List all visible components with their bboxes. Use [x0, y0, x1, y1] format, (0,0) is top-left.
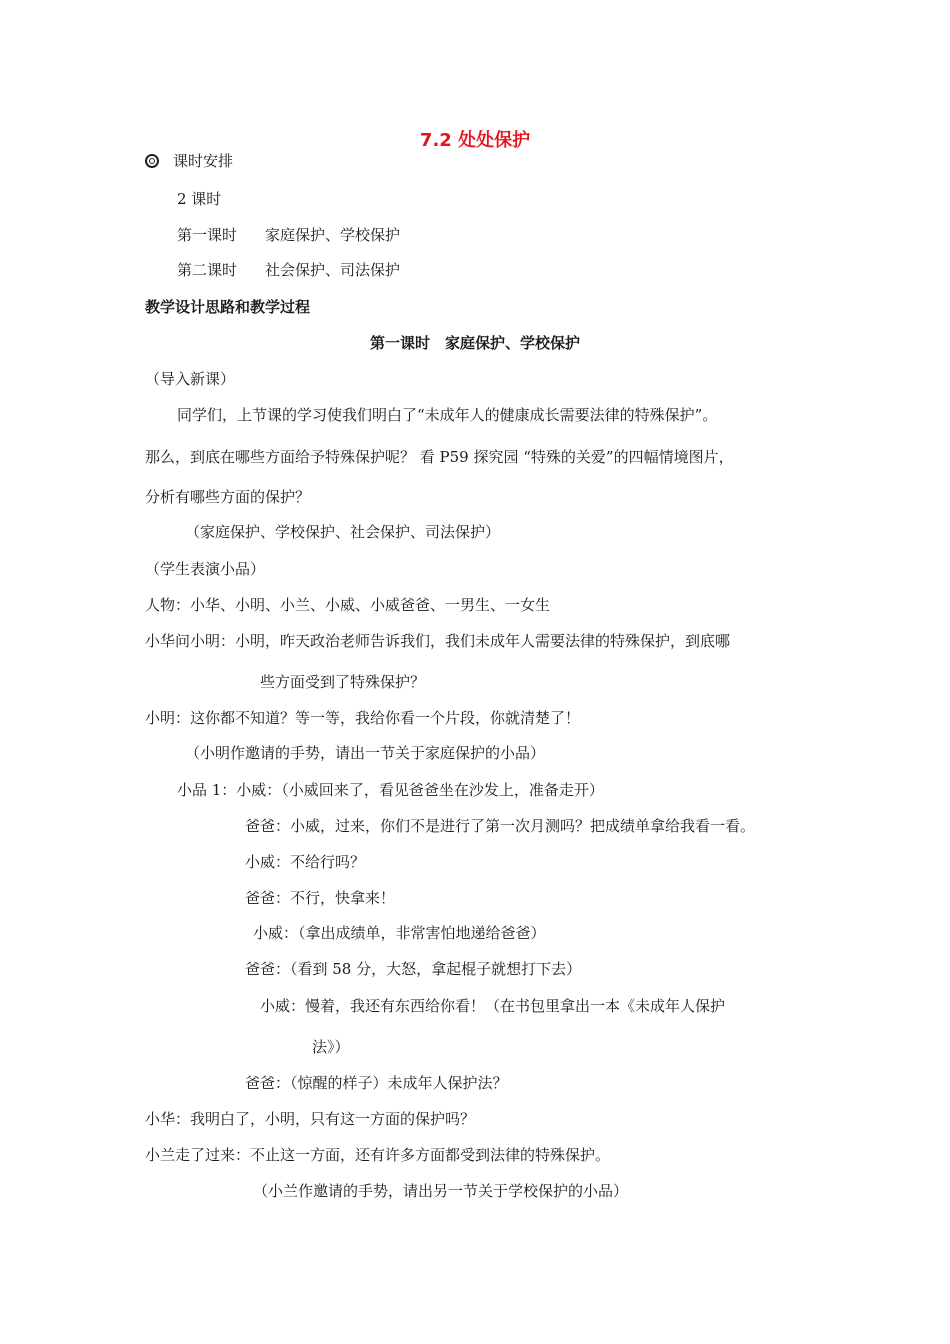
schedule-heading-text: 课时安排	[173, 152, 234, 170]
lesson-1-row	[177, 225, 400, 245]
body-line: 小华问小明：小明，昨天政治老师告诉我们，我们未成年人需要法律的特殊保护，到底哪	[145, 632, 731, 650]
lesson-heading: 第一课时 家庭保护、学校保护	[369, 334, 580, 352]
body-line: 人物：小华、小明、小兰、小威、小威爸爸、一男生、一女生	[145, 596, 551, 614]
body-line: 小华：我明白了，小明，只有这一方面的保护吗？	[145, 1110, 476, 1128]
lesson-2-label: 第二课时	[177, 261, 238, 279]
body-line: （小明作邀请的手势，请出一节关于家庭保护的小品）	[185, 744, 546, 762]
lesson-1-topic: 家庭保护、学校保护	[265, 226, 401, 244]
body-line: 法》）	[312, 1038, 350, 1056]
lesson-2-topic: 社会保护、司法保护	[265, 261, 401, 279]
body-line: 那么，到底在哪些方面给予特殊保护呢？ 看 P59 探究园 “特殊的关爱”的四幅情境图片，	[145, 448, 734, 466]
document-title: 7.2 处处保护	[419, 130, 531, 151]
body-line: （导入新课）	[145, 370, 236, 388]
lesson-count: 2 课时	[177, 190, 222, 208]
lesson-2-row	[177, 260, 400, 280]
design-heading: 教学设计思路和教学过程	[145, 298, 311, 316]
body-line: 爸爸：不行，快拿来！	[245, 889, 396, 907]
double-circle-bullet-icon	[145, 154, 159, 168]
lesson-1-label: 第一课时	[177, 226, 238, 244]
body-line: 小品 1：小威：（小威回来了，看见爸爸坐在沙发上，准备走开）	[177, 781, 604, 799]
body-line: 爸爸：（惊醒的样子）未成年人保护法？	[245, 1074, 508, 1092]
body-line: （学生表演小品）	[145, 560, 266, 578]
body-line: 爸爸：小威，过来，你们不是进行了第一次月测吗？把成绩单拿给我看一看。	[245, 817, 756, 835]
body-line: （小兰作邀请的手势，请出另一节关于学校保护的小品）	[253, 1182, 629, 1200]
body-line: 小兰走了过来：不止这一方面，还有许多方面都受到法律的特殊保护。	[145, 1146, 611, 1164]
body-line: 分析有哪些方面的保护？	[145, 488, 311, 506]
body-line: 同学们，上节课的学习使我们明白了“未成年人的健康成长需要法律的特殊保护”。	[177, 406, 718, 424]
body-line: 小威：不给行吗？	[245, 853, 366, 871]
body-line: 小威：（拿出成绩单，非常害怕地递给爸爸）	[253, 924, 546, 942]
body-line: 些方面受到了特殊保护？	[260, 673, 426, 691]
schedule-heading	[145, 151, 233, 171]
body-line: （家庭保护、学校保护、社会保护、司法保护）	[185, 523, 501, 541]
body-line: 小威：慢着，我还有东西给你看！（在书包里拿出一本《未成年人保护	[260, 997, 726, 1015]
body-line: 小明：这你都不知道？等一等，我给你看一个片段，你就清楚了！	[145, 709, 581, 727]
body-line: 爸爸：（看到 58 分，大怒，拿起棍子就想打下去）	[245, 960, 582, 978]
